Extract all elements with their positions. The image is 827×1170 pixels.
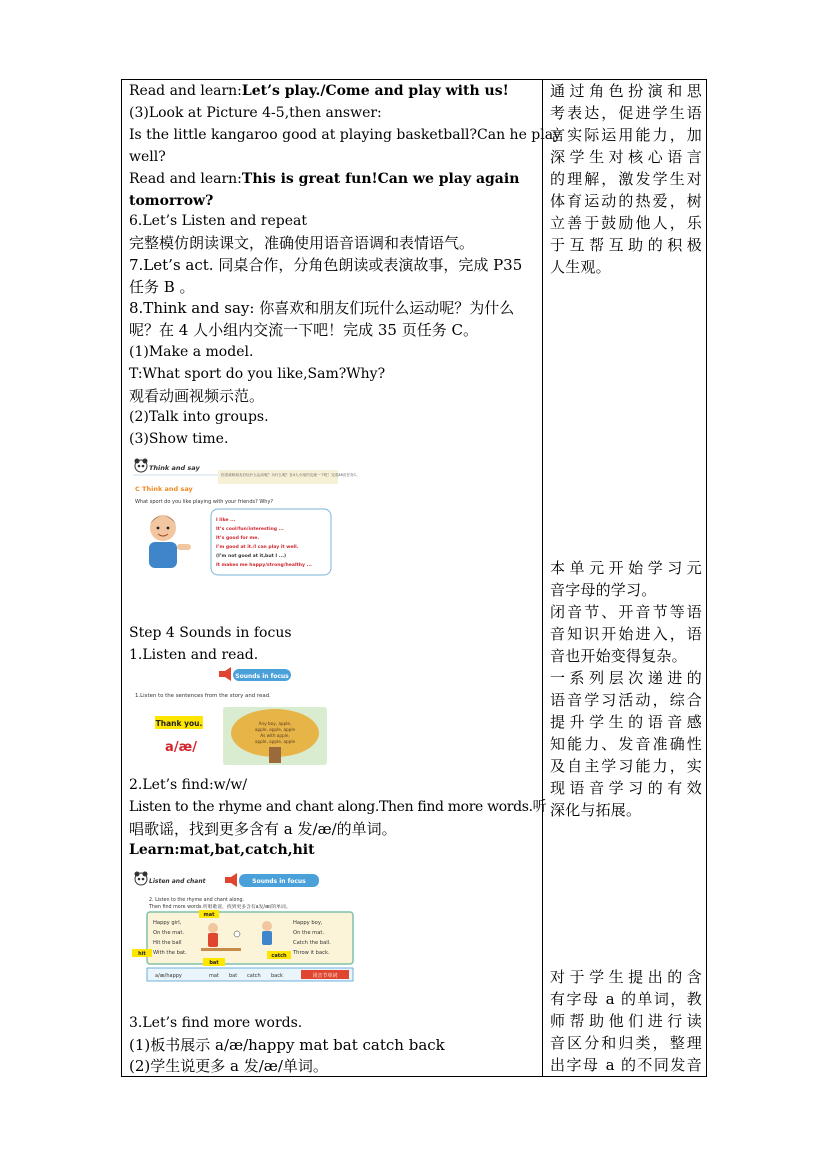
rhyme-line: Throw it back.	[293, 950, 330, 956]
text-line: 3.Let’s find more words.	[129, 1015, 303, 1031]
intent-line: 闭音节、开音节等语	[550, 603, 702, 621]
phoneme-word: catch	[247, 973, 261, 979]
bubble-line: I’m good at it./I can play it well.	[216, 545, 299, 550]
intent-line: 现语音学习的有效	[550, 779, 702, 797]
panda-icon	[135, 872, 148, 886]
rhyme-line: Happy girl,	[153, 920, 182, 926]
text-line: Step 4 Sounds in focus	[129, 625, 292, 641]
text-line: 呢？在 4 人小组内交流一下吧！完成 35 页任务 C。	[129, 321, 478, 339]
figure-header: Listen and chant	[149, 878, 206, 885]
thank-you-label: Thank you.	[155, 719, 203, 728]
intent-line: 提升学生的语音感	[550, 713, 702, 731]
phoneme-word: mat	[209, 973, 219, 979]
text-line: 完整模仿朗读课文，准确使用语音语调和表情语气。	[129, 234, 475, 252]
intent-line: 本单元开始学习元	[550, 559, 702, 577]
word-tag: bat	[209, 960, 219, 966]
intent-line: 立善于鼓励他人，乐	[550, 214, 702, 232]
bubble-line: It makes me happy/strong/healthy ...	[216, 563, 312, 568]
intent-line: 体育运动的热爱，树	[550, 192, 702, 210]
lesson-plan-table	[121, 79, 707, 1077]
intent-line: 通过角色扮演和思	[550, 82, 702, 100]
text-line: 7.Let’s act. 同桌合作，分角色朗读或表演故事，完成 P35	[129, 256, 523, 274]
closed-syllable-label: 闭音节单词	[312, 973, 338, 979]
intent-line: 一系列层次递进的	[550, 669, 702, 687]
text-line: 1.Listen and read.	[129, 647, 259, 663]
word-tag: catch	[271, 953, 287, 959]
intent-line: 的理解，激发学生对	[550, 170, 702, 188]
text-line: 6.Let’s Listen and repeat	[129, 213, 307, 229]
instruction-text: 2. Listen to the rhyme and chant along.	[149, 898, 245, 903]
rhyme-line: With the bat.	[153, 950, 187, 956]
intent-line: 深学生对核心语言	[550, 148, 702, 166]
tree-sign-illustration	[223, 707, 327, 765]
task-note: 你喜欢和朋友们玩什么运动呢？为什么呢？在4人小组内交流一下吧！完成35页任务C。	[221, 473, 360, 477]
bubble-line: It’s good for me.	[216, 536, 260, 541]
phoneme-word: a/æ/happy	[155, 973, 182, 979]
word-tag: mat	[203, 912, 215, 918]
figure-header: Think and say	[149, 464, 200, 472]
word-tag: hit	[138, 951, 146, 957]
bubble-line: I like ...	[216, 518, 236, 523]
intent-line: 人生观。	[550, 258, 611, 276]
text-line: T:What sport do you like,Sam?Why?	[129, 366, 386, 382]
speaker-icon	[225, 873, 237, 887]
listen-and-chant-figure	[133, 870, 359, 994]
sign-line: apple, apple, apple	[254, 739, 296, 744]
intent-line: 出字母 a 的不同发音	[550, 1056, 702, 1074]
intent-line: 音字母的学习。	[550, 581, 657, 599]
instruction-text: 1.Listen to the sentences from the story and read.	[135, 693, 271, 699]
text-line: tomorrow?	[129, 193, 214, 209]
rhyme-line: On the mat.	[153, 930, 185, 936]
intent-line: 语音学习活动，综合	[550, 691, 702, 709]
phoneme-word: back	[271, 973, 283, 979]
text-line: Listen to the rhyme and chant along.Then find more words.听	[129, 799, 547, 815]
intent-line: 于互帮互助的积极	[550, 236, 702, 254]
intent-line: 音也开始变得复杂。	[550, 647, 687, 665]
rhyme-line: On the mat.	[293, 930, 325, 936]
sign-line: Any boy, apple,	[258, 721, 292, 726]
sounds-in-focus-figure	[133, 667, 333, 767]
phoneme-word: bat	[229, 973, 238, 979]
text-line: (1)板书展示 a/æ/happy mat bat catch back	[129, 1036, 445, 1054]
task-question: What sport do you like playing with your friends? Why?	[135, 499, 274, 505]
intent-line: 有字母 a 的单词，教	[550, 990, 702, 1008]
text-line: Learn:mat,bat,catch,hit	[129, 842, 315, 858]
think-and-say-figure	[133, 458, 360, 576]
intent-line: 知能力、发音准确性	[550, 735, 702, 753]
banner-text: Sounds in focus	[252, 878, 306, 885]
rhyme-line: Hit the ball	[153, 940, 182, 946]
speaker-icon	[219, 667, 231, 681]
bubble-line: It’s cool/fun/interesting ...	[216, 527, 284, 532]
task-title: C Think and say	[135, 485, 193, 493]
boy-illustration	[149, 515, 191, 568]
column-divider	[542, 80, 543, 1076]
bubble-line: (I’m not good at it,but I ...)	[216, 554, 287, 559]
text-line: (2)Talk into groups.	[129, 409, 269, 425]
rhyme-line: Happy boy,	[293, 920, 323, 926]
text-line: Read and learn:Let’s play./Come and play with us!	[129, 83, 509, 99]
text-line: (2)学生说更多 a 发/æ/单词。	[129, 1057, 328, 1075]
intent-line: 音区分和归类，整理	[550, 1034, 702, 1052]
intent-line: 对于学生提出的含	[550, 968, 702, 986]
banner-text: Sounds in focus	[235, 673, 289, 680]
rhyme-line: Catch the ball.	[293, 940, 331, 946]
text-line: 任务 B 。	[129, 278, 195, 296]
text-line: Is the little kangaroo good at playing basketball?Can he play	[129, 127, 562, 143]
text-line: (3)Look at Picture 4-5,then answer:	[129, 105, 382, 121]
text-line: 8.Think and say: 你喜欢和朋友们玩什么运动呢？为什么	[129, 299, 515, 317]
intent-line: 深化与拓展。	[550, 801, 642, 819]
text-line: (1)Make a model.	[129, 344, 254, 360]
text-line: 观看动画视频示范。	[129, 387, 265, 405]
phoneme-label: a/æ/	[165, 740, 197, 755]
intent-line: 师帮助他们进行读	[550, 1012, 702, 1030]
sign-line: apple, apple, apple	[254, 727, 296, 732]
intent-line: 言实际运用能力，加	[550, 126, 702, 144]
text-line: 2.Let’s find:w/w/	[129, 777, 248, 793]
instruction-text: Then find more words.听唱歌谣，找到更多含有a发/æ/的单词。	[149, 905, 291, 910]
text-line: 唱歌谣，找到更多含有 a 发/æ/的单词。	[129, 820, 397, 838]
intent-line: 考表达，促进学生语	[550, 104, 702, 122]
text-line: well?	[129, 149, 166, 165]
intent-line: 音知识开始进入，语	[550, 625, 702, 643]
panda-icon	[135, 459, 148, 473]
intent-line: 及自主学习能力，实	[550, 757, 702, 775]
text-line: (3)Show time.	[129, 431, 229, 447]
text-line: Read and learn:This is great fun!Can we play again	[129, 171, 520, 187]
sign-line: As with apple,	[260, 733, 290, 738]
